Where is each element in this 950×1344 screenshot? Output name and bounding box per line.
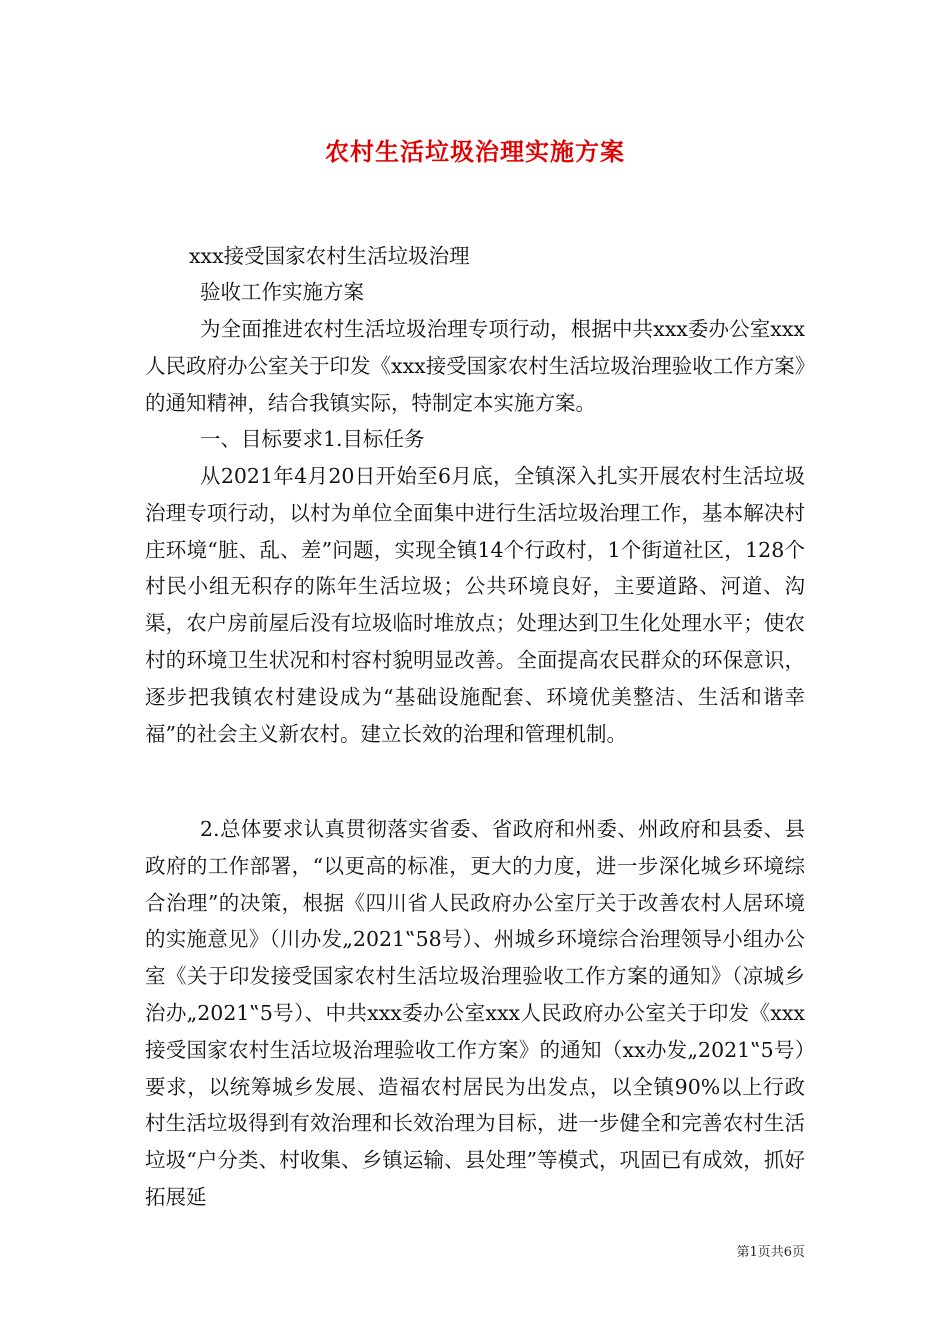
document-title: 农村生活垃圾治理实施方案 [325,137,625,166]
page-indicator: 第1页共6页 [736,1245,805,1260]
requirements-paragraph: 2.总体要求认真贯彻落实省委、省政府和州委、州政府和县委、县政府的工作部署，“以更高的标准，更大的力度，进一步深化城乡环境综合治理”的决策，根据《四川省人民政府办公室厅关于改善农村人居环境的实施意见》（川办发„2021‟58号）、州城乡环境综合治理领导小组办公室《关于印发接受国家农村生活垃圾治理验收工作方案的通知》（凉城乡治办„2021‟5号）、中共xxx委办公室xxx人民政府办公室关于印发《xxx接受国家农村生活垃圾治理验收工作方案》的通知（xx办发„2021‟5号）要求，以统筹城乡发展、造福农村居民为出发点，以全镇90%以上行政村生活垃圾得到有效治理和长效治理为目标，进一步健全和完善农村生活垃圾“户分类、村收集、乡镇运输、县处理”等模式，巩固已有成效，抓好拓展延 [145,817,805,1209]
section-heading: 一、目标要求1.目标任务 [200,427,425,451]
subheading-line-2: 验收工作实施方案 [200,280,364,304]
intro-paragraph: 为全面推进农村生活垃圾治理专项行动，根据中共xxx委办公室xxx人民政府办公室关于印发《xxx接受国家农村生活垃圾治理验收工作方案》的通知精神，结合我镇实际，特制定本实施方案。 [145,317,805,415]
subheading-line-1: xxx接受国家农村生活垃圾治理 [189,244,470,268]
target-paragraph: 从2021年4月20日开始至6月底，全镇深入扎实开展农村生活垃圾治理专项行动，以村为单位全面集中进行生活垃圾治理工作，基本解决村庄环境“脏、乱、差”问题，实现全镇14个行政村，1个街道社区，128个村民小组无积存的陈年生活垃圾；公共环境良好，主要道路、河道、沟渠，农户房前屋后没有垃圾临时堆放点；处理达到卫生化处理水平；使农村的环境卫生状况和村容村貌明显改善。全面提高农民群众的环保意识，逐步把我镇农村建设成为“基础设施配套、环境优美整洁、生活和谐幸福”的社会主义新农村。建立长效的治理和管理机制。 [145,464,805,746]
